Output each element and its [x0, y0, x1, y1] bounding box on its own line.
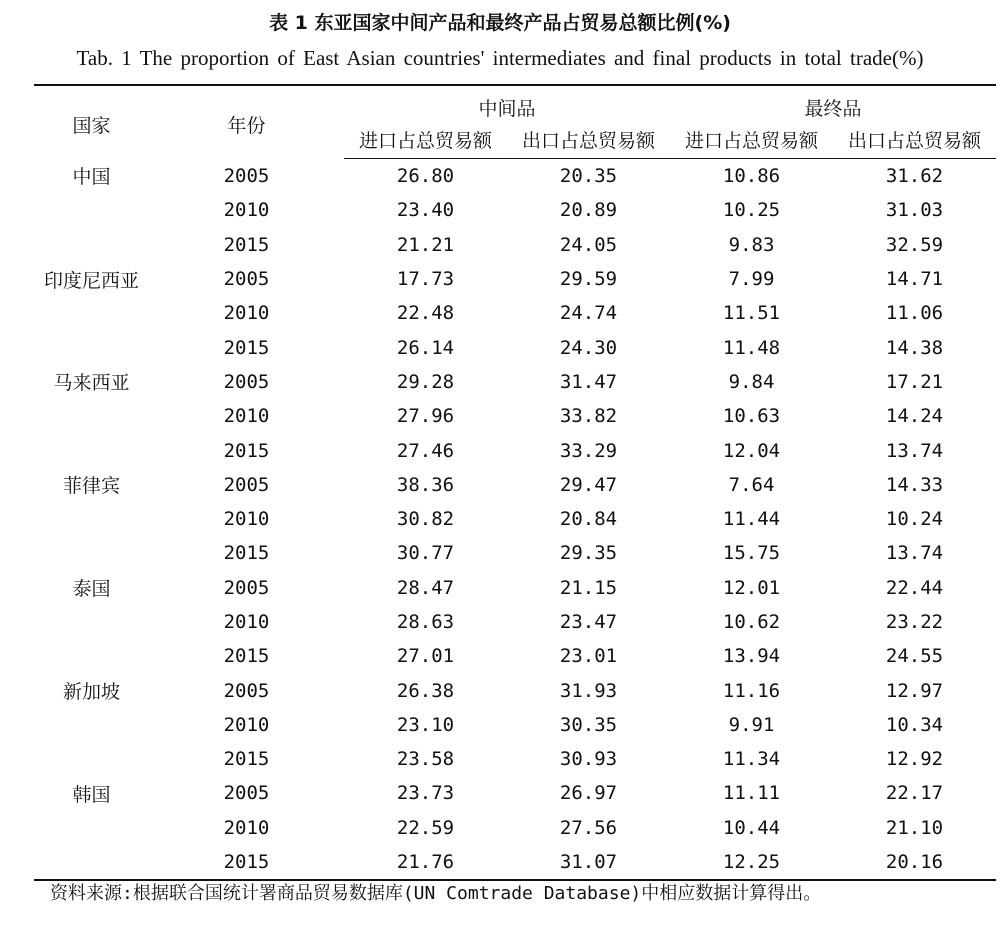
table-row [34, 742, 996, 776]
year-cell: 2015 [223, 336, 270, 359]
final-import-cell: 11.16 [722, 679, 781, 702]
final-export-cell: 12.92 [885, 748, 944, 771]
intermediate-import-cell: 26.14 [396, 336, 455, 359]
year-cell: 2005 [223, 164, 270, 187]
intermediate-export-cell: 33.82 [559, 405, 618, 428]
table-row [34, 433, 996, 467]
country-cell [34, 228, 149, 262]
table-row [34, 845, 996, 880]
country-cell: 菲律宾 [62, 475, 120, 498]
country-cell: 新加坡 [62, 681, 120, 704]
intermediate-export-cell: 21.15 [559, 576, 618, 599]
final-import-cell: 11.48 [722, 336, 781, 359]
final-export-cell: 14.24 [885, 405, 944, 428]
year-cell: 2005 [223, 268, 270, 291]
intermediate-import-cell: 27.01 [396, 645, 455, 668]
table-body [34, 159, 996, 881]
table-row [34, 811, 996, 845]
country-cell: 泰国 [72, 578, 111, 601]
intermediate-export-cell: 31.47 [559, 370, 618, 393]
intermediate-import-cell: 27.96 [396, 405, 455, 428]
final-export-cell: 31.62 [885, 165, 944, 188]
year-cell: 2015 [223, 439, 270, 462]
final-import-cell: 10.86 [722, 165, 781, 188]
final-import-cell: 10.25 [722, 199, 781, 222]
intermediate-export-cell: 31.07 [507, 845, 670, 880]
table-row [34, 708, 996, 742]
header-final: 最终品 [670, 85, 996, 124]
table-title-cn: 表 1 东亚国家中间产品和最终产品占贸易总额比例(%) [269, 12, 731, 34]
intermediate-export-cell: 33.29 [559, 439, 618, 462]
header-final-import: 进口占总贸易额 [670, 124, 833, 159]
final-export-cell: 17.21 [885, 370, 944, 393]
final-import-cell: 10.63 [722, 405, 781, 428]
country-cell [34, 433, 149, 467]
intermediate-import-cell: 26.38 [396, 679, 455, 702]
final-export-cell: 21.10 [885, 816, 944, 839]
final-import-cell: 11.51 [722, 302, 781, 325]
intermediate-import-cell: 28.63 [396, 611, 455, 633]
table-row [34, 468, 996, 502]
intermediate-import-cell: 17.73 [396, 268, 455, 291]
year-cell: 2010 [223, 508, 270, 531]
table-title-en: Tab. 1 The proportion of East Asian countries' intermediates and final products in total trade(%) [76, 46, 924, 70]
intermediate-export-cell: 27.56 [559, 816, 618, 839]
header-country: 国家 [34, 85, 149, 159]
country-cell [34, 399, 149, 433]
table-row [34, 399, 996, 433]
intermediate-import-cell: 22.48 [396, 302, 455, 325]
table-row [34, 330, 996, 364]
final-export-cell: 23.22 [885, 611, 944, 633]
year-cell: 2005 [223, 782, 270, 805]
country-cell: 印度尼西亚 [43, 269, 139, 292]
final-import-cell: 13.94 [722, 645, 781, 668]
final-import-cell: 11.44 [722, 508, 781, 531]
final-export-cell: 14.38 [885, 336, 944, 359]
final-export-cell: 22.44 [885, 576, 944, 599]
intermediate-import-cell: 30.77 [396, 542, 455, 565]
intermediate-import-cell: 21.21 [396, 233, 455, 256]
final-import-cell: 12.01 [722, 576, 781, 599]
header-intermediate: 中间品 [344, 85, 670, 124]
final-import-cell: 7.99 [728, 268, 775, 291]
data-table [34, 84, 996, 881]
table-row [34, 571, 996, 605]
final-export-cell: 10.24 [885, 508, 944, 531]
table-row [34, 365, 996, 399]
year-cell: 2015 [223, 542, 270, 565]
header-final-export: 出口占总贸易额 [833, 124, 996, 159]
final-export-cell: 32.59 [885, 233, 944, 256]
final-export-cell: 10.34 [885, 713, 944, 736]
intermediate-export-cell: 30.35 [559, 713, 618, 736]
intermediate-export-cell: 23.47 [559, 611, 618, 633]
final-import-cell: 9.84 [728, 370, 775, 393]
intermediate-export-cell: 29.59 [559, 268, 618, 291]
intermediate-import-cell: 23.58 [396, 748, 455, 771]
final-import-cell: 15.75 [722, 542, 781, 565]
intermediate-import-cell: 28.47 [396, 576, 455, 599]
intermediate-import-cell: 21.76 [344, 845, 507, 880]
year-cell: 2015 [149, 845, 344, 880]
header-year: 年份 [149, 85, 344, 159]
country-cell [34, 811, 149, 845]
final-export-cell: 13.74 [885, 542, 944, 565]
intermediate-export-cell: 24.05 [559, 233, 618, 256]
year-cell: 2015 [223, 233, 270, 256]
intermediate-import-cell: 29.28 [396, 370, 455, 393]
country-cell [34, 708, 149, 742]
intermediate-import-cell: 27.46 [396, 439, 455, 462]
intermediate-export-cell: 20.84 [559, 508, 618, 531]
intermediate-import-cell: 23.40 [396, 199, 455, 222]
final-export-cell: 14.71 [885, 268, 944, 291]
country-cell [34, 330, 149, 364]
country-cell: 马来西亚 [53, 372, 130, 395]
table-row [34, 228, 996, 262]
table-row [34, 673, 996, 707]
final-export-cell: 20.16 [833, 845, 996, 880]
year-cell: 2010 [223, 816, 270, 839]
intermediate-import-cell: 38.36 [396, 473, 455, 496]
table-row [34, 502, 996, 536]
final-import-cell: 11.11 [722, 782, 781, 805]
year-cell: 2015 [223, 645, 270, 668]
table-row [34, 639, 996, 673]
final-import-cell: 11.34 [722, 748, 781, 771]
intermediate-import-cell: 26.80 [396, 165, 455, 188]
header-intermediate-import: 进口占总贸易额 [344, 124, 507, 159]
country-cell [34, 193, 149, 227]
final-export-cell: 13.74 [885, 439, 944, 462]
country-cell [34, 296, 149, 330]
final-import-cell: 9.91 [728, 713, 775, 736]
country-cell: 中国 [72, 166, 111, 189]
year-cell: 2010 [223, 611, 270, 633]
country-cell [34, 536, 149, 570]
year-cell: 2005 [223, 473, 270, 496]
intermediate-export-cell: 24.30 [559, 336, 618, 359]
intermediate-export-cell: 26.97 [559, 782, 618, 805]
table-row [34, 536, 996, 570]
final-import-cell: 10.62 [722, 611, 781, 633]
intermediate-import-cell: 22.59 [396, 816, 455, 839]
final-import-cell: 10.44 [722, 816, 781, 839]
final-import-cell: 12.04 [722, 439, 781, 462]
table-row [34, 605, 996, 639]
final-export-cell: 31.03 [885, 199, 944, 222]
intermediate-export-cell: 20.89 [559, 199, 618, 222]
year-cell: 2005 [223, 370, 270, 393]
intermediate-export-cell: 30.93 [559, 748, 618, 771]
table-row [34, 159, 996, 194]
year-cell: 2010 [223, 199, 270, 222]
final-export-cell: 22.17 [885, 782, 944, 805]
source-note: 资料来源:根据联合国统计署商品贸易数据库(UN Comtrade Database)中相应数据计算得出。 [50, 883, 822, 904]
intermediate-export-cell: 24.74 [559, 302, 618, 325]
country-cell [34, 742, 149, 776]
table-row [34, 296, 996, 330]
final-import-cell: 12.25 [670, 845, 833, 880]
country-cell [34, 605, 149, 639]
table-row [34, 262, 996, 296]
intermediate-import-cell: 23.10 [396, 713, 455, 736]
year-cell: 2015 [223, 748, 270, 771]
country-cell [34, 639, 149, 673]
intermediate-import-cell: 23.73 [396, 782, 455, 805]
intermediate-import-cell: 30.82 [396, 508, 455, 531]
year-cell: 2005 [223, 679, 270, 702]
year-cell: 2005 [223, 576, 270, 599]
intermediate-export-cell: 29.35 [559, 542, 618, 565]
country-cell [34, 502, 149, 536]
final-export-cell: 24.55 [885, 645, 944, 668]
table-row [34, 193, 996, 227]
final-import-cell: 9.83 [728, 233, 775, 256]
year-cell: 2010 [223, 302, 270, 325]
intermediate-export-cell: 23.01 [559, 645, 618, 668]
year-cell: 2010 [223, 713, 270, 736]
country-cell [34, 845, 149, 880]
final-import-cell: 7.64 [728, 473, 775, 496]
header-intermediate-export: 出口占总贸易额 [507, 124, 670, 159]
intermediate-export-cell: 29.47 [559, 473, 618, 496]
table-row [34, 776, 996, 810]
year-cell: 2010 [223, 405, 270, 428]
intermediate-export-cell: 20.35 [559, 165, 618, 188]
final-export-cell: 11.06 [885, 302, 944, 325]
final-export-cell: 12.97 [885, 679, 944, 702]
final-export-cell: 14.33 [885, 473, 944, 496]
country-cell: 韩国 [72, 783, 111, 806]
intermediate-export-cell: 31.93 [559, 679, 618, 702]
